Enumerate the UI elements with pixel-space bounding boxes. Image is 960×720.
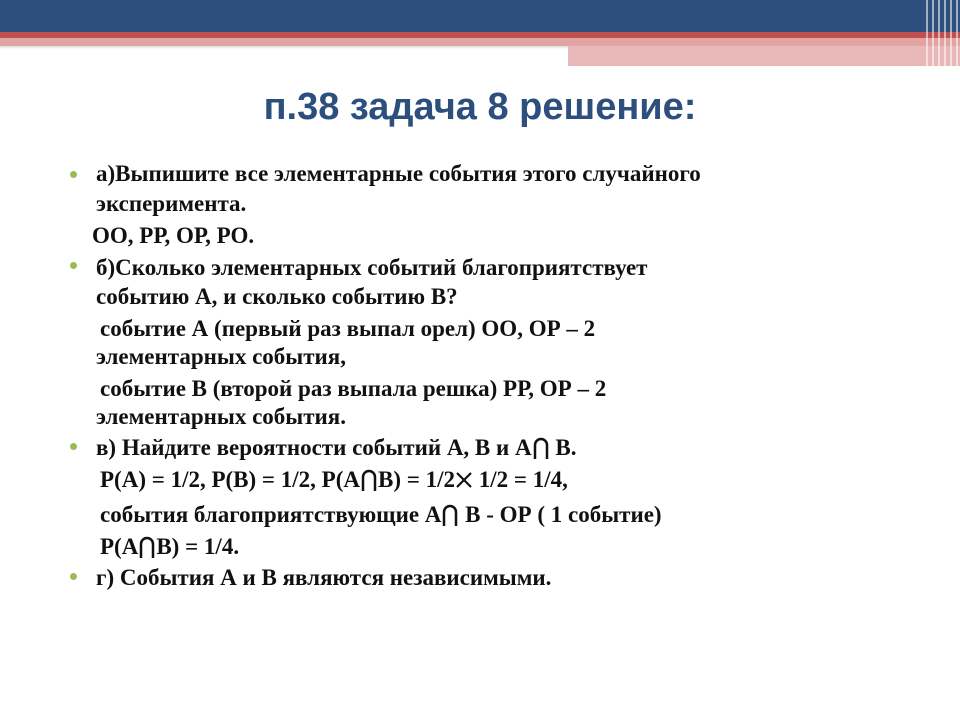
- item-b-answer1-line2: элементарных события,: [96, 344, 347, 369]
- item-v-answer2: [100, 501, 662, 529]
- item-v-answer1: [100, 466, 568, 494]
- bullet-b-icon: [70, 262, 77, 269]
- item-v-question-end: В.: [549, 435, 577, 460]
- item-v-answer3-part1: Р(А: [100, 534, 139, 559]
- item-v-question-text: в) Найдите вероятности событий А, В и А: [96, 435, 532, 460]
- bullet-v-icon: [70, 443, 77, 450]
- item-v-answer1-part2: В) = 1/2: [378, 467, 455, 492]
- item-v-answer1-part3: 1/2 = 1/4,: [473, 467, 568, 492]
- header-band-blue: [0, 0, 960, 32]
- header-band-pink: [0, 38, 960, 46]
- item-g: г) События А и В являются независимыми.: [96, 565, 552, 590]
- item-b-line2: событию А, и сколько событию В?: [96, 284, 458, 309]
- item-v-answer1-part1: Р(А) = 1/2, Р(В) = 1/2, Р(А: [100, 467, 360, 492]
- bullet-g-icon: [70, 573, 77, 580]
- item-v-answer3: [100, 533, 239, 561]
- item-b-answer2-line1: событие В (второй раз выпала решка) РР, ОР – 2: [100, 376, 607, 401]
- item-a-answer: ОО, РР, ОР, РО.: [92, 223, 255, 248]
- header-band-pink-right: [568, 46, 960, 66]
- item-v-answer2-part2: В - ОР ( 1 событие): [459, 502, 662, 527]
- item-a-line2: эксперимента.: [96, 191, 247, 216]
- item-b-answer2-line2: элементарных события.: [96, 404, 347, 429]
- item-b-answer1-line1: событие А (первый раз выпал орел) ОО, ОР – 2: [100, 316, 596, 341]
- header-band-stripes: [926, 0, 960, 66]
- header-band-shadow: [0, 46, 568, 49]
- bullet-a-icon: [70, 171, 77, 178]
- item-v-answer2-part1: события благоприятствующие А: [100, 502, 442, 527]
- item-v-question: [96, 434, 576, 462]
- item-b-line1: б)Сколько элементарных событий благоприятствует: [96, 255, 648, 280]
- slide-title: п.38 задача 8 решение:: [263, 86, 697, 128]
- item-a-line1: а)Выпишите все элементарные события этого случайного: [96, 161, 701, 186]
- item-v-answer3-part2: В) = 1/4.: [156, 534, 240, 559]
